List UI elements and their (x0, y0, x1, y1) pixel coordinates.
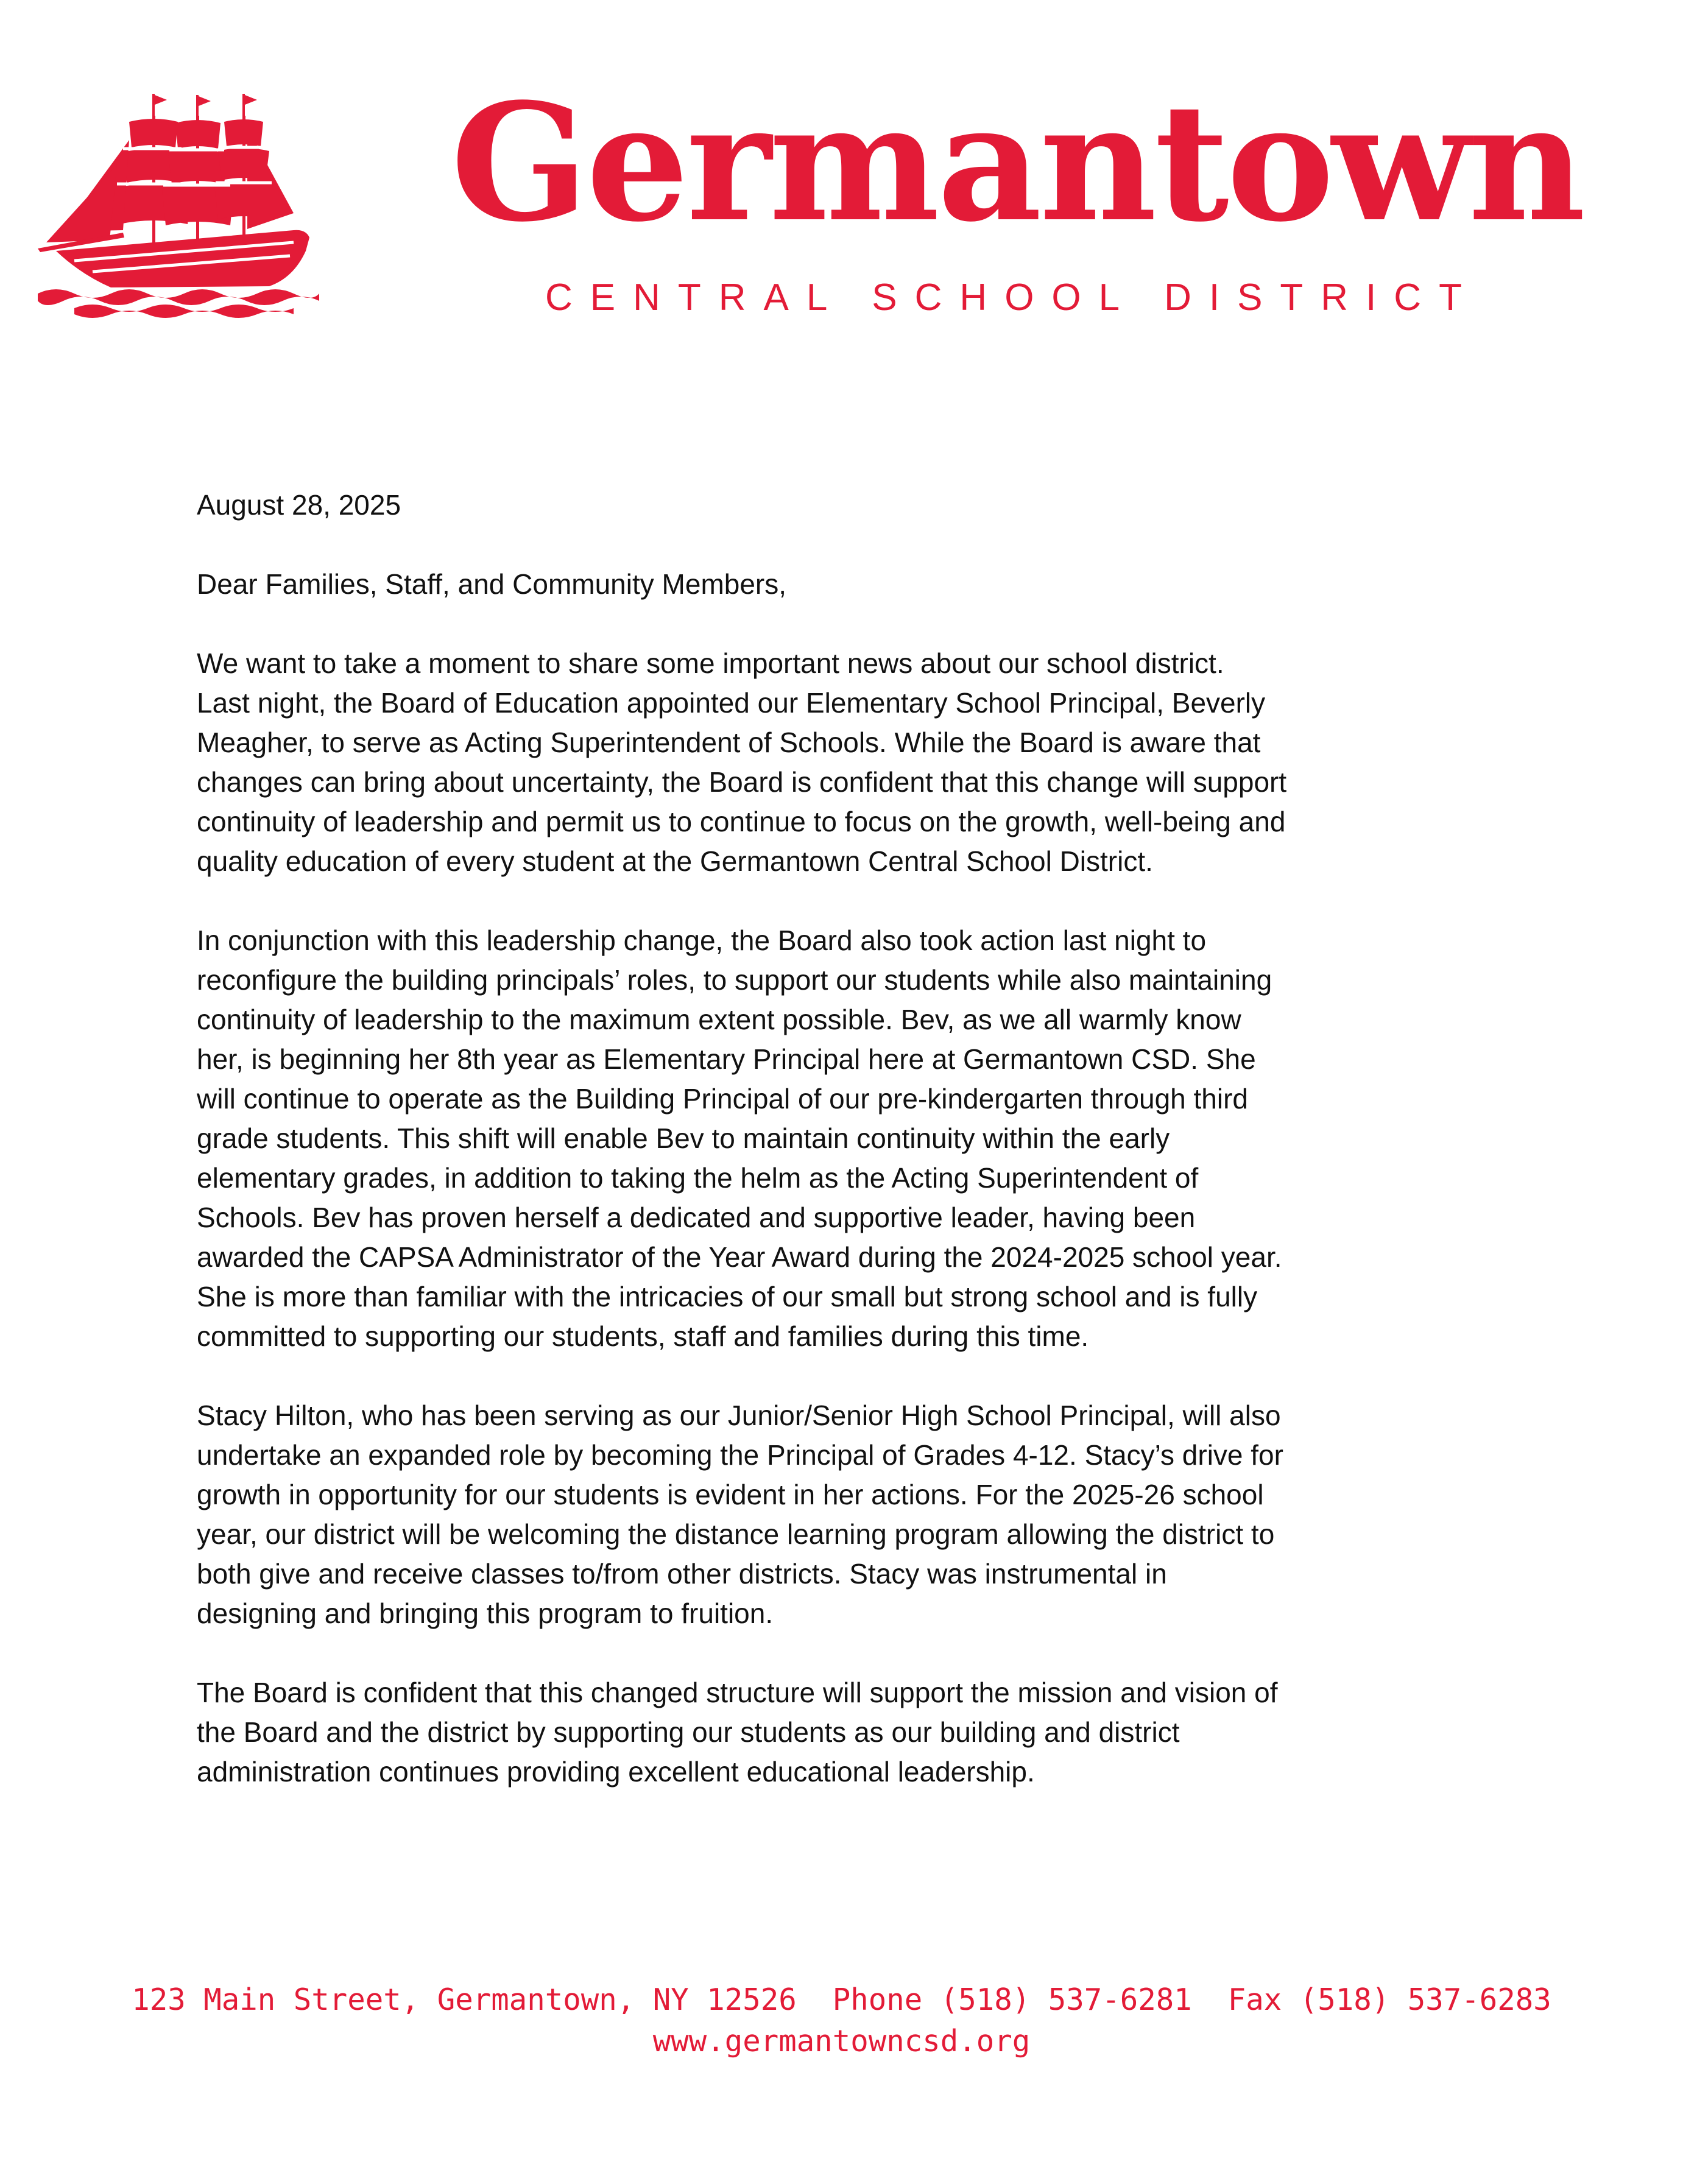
letter-paragraph-1 (197, 644, 1415, 881)
paragraph-line: quality education of every student at the Germantown Central School District. (197, 845, 1153, 877)
paragraph-line: continuity of leadership and permit us to continue to focus on the growth, well-being and (197, 806, 1286, 837)
paragraph-line: her, is beginning her 8th year as Elementary Principal here at Germantown CSD. She (197, 1043, 1256, 1075)
paragraph-line: reconfigure the building principals’ roles, to support our students while also maintaining (197, 964, 1272, 996)
paragraph-line: The Board is confident that this changed structure will support the mission and vision of (197, 1677, 1278, 1708)
letter-salutation: Dear Families, Staff, and Community Members, (197, 568, 787, 600)
paragraph-line: the Board and the district by supporting our students as our building and district (197, 1716, 1180, 1748)
paragraph-line: both give and receive classes to/from other districts. Stacy was instrumental in (197, 1558, 1167, 1590)
paragraph-line: Meagher, to serve as Acting Superintendent of Schools. While the Board is aware that (197, 727, 1261, 758)
letter-body (197, 485, 1415, 1831)
district-subtitle: CENTRAL SCHOOL DISTRICT (545, 277, 1480, 319)
paragraph-line: committed to supporting our students, staff and families during this time. (197, 1320, 1089, 1352)
paragraph-line: will continue to operate as the Building Principal of our pre-kindergarten through third (197, 1083, 1249, 1115)
paragraph-line: designing and bringing this program to fruition. (197, 1597, 774, 1629)
paragraph-line: We want to take a moment to share some important news about our school district. (197, 647, 1224, 679)
letterhead (0, 0, 1683, 341)
paragraph-line: grade students. This shift will enable Bev to maintain continuity within the early (197, 1122, 1170, 1154)
letter-paragraph-2 (197, 921, 1415, 1356)
paragraph-line: awarded the CAPSA Administrator of the Year Award during the 2024-2025 school year. (197, 1241, 1282, 1273)
paragraph-line: Last night, the Board of Education appointed our Elementary School Principal, Beverly (197, 687, 1266, 719)
paragraph-line: elementary grades, in addition to taking the helm as the Acting Superintendent of (197, 1162, 1199, 1194)
footer-contact-line: 123 Main Street, Germantown, NY 12526 Phone (518) 537-6281 Fax (518) 537-6283 (132, 1982, 1551, 2017)
paragraph-line: continuity of leadership to the maximum extent possible. Bev, as we all warmly know (197, 1004, 1241, 1035)
paragraph-line: administration continues providing excellent educational leadership. (197, 1756, 1035, 1788)
paragraph-line: She is more than familiar with the intricacies of our small but strong school and is fully (197, 1281, 1258, 1312)
letter-footer (0, 1979, 1683, 2062)
paragraph-line: Schools. Bev has proven herself a dedicated and supportive leader, having been (197, 1202, 1196, 1233)
footer-website-link[interactable]: www.germantowncsd.org (652, 2024, 1031, 2059)
paragraph-line: changes can bring about uncertainty, the Board is confident that this change will support (197, 766, 1287, 798)
paragraph-line: In conjunction with this leadership change, the Board also took action last night to (197, 925, 1207, 956)
paragraph-line: growth in opportunity for our students is evident in her actions. For the 2025-26 school (197, 1479, 1264, 1510)
paragraph-line: year, our district will be welcoming the distance learning program allowing the district to (197, 1518, 1275, 1550)
letter-paragraph-3 (197, 1396, 1415, 1633)
paragraph-line: undertake an expanded role by becoming the Principal of Grades 4-12. Stacy’s drive for (197, 1439, 1283, 1471)
paragraph-line: Stacy Hilton, who has been serving as our Junior/Senior High School Principal, will also (197, 1400, 1281, 1431)
letter-paragraph-4 (197, 1673, 1415, 1792)
letter-date: August 28, 2025 (197, 489, 401, 521)
sailing-ship-icon (38, 91, 319, 324)
district-name-wordmark: Germantown (451, 68, 1584, 258)
